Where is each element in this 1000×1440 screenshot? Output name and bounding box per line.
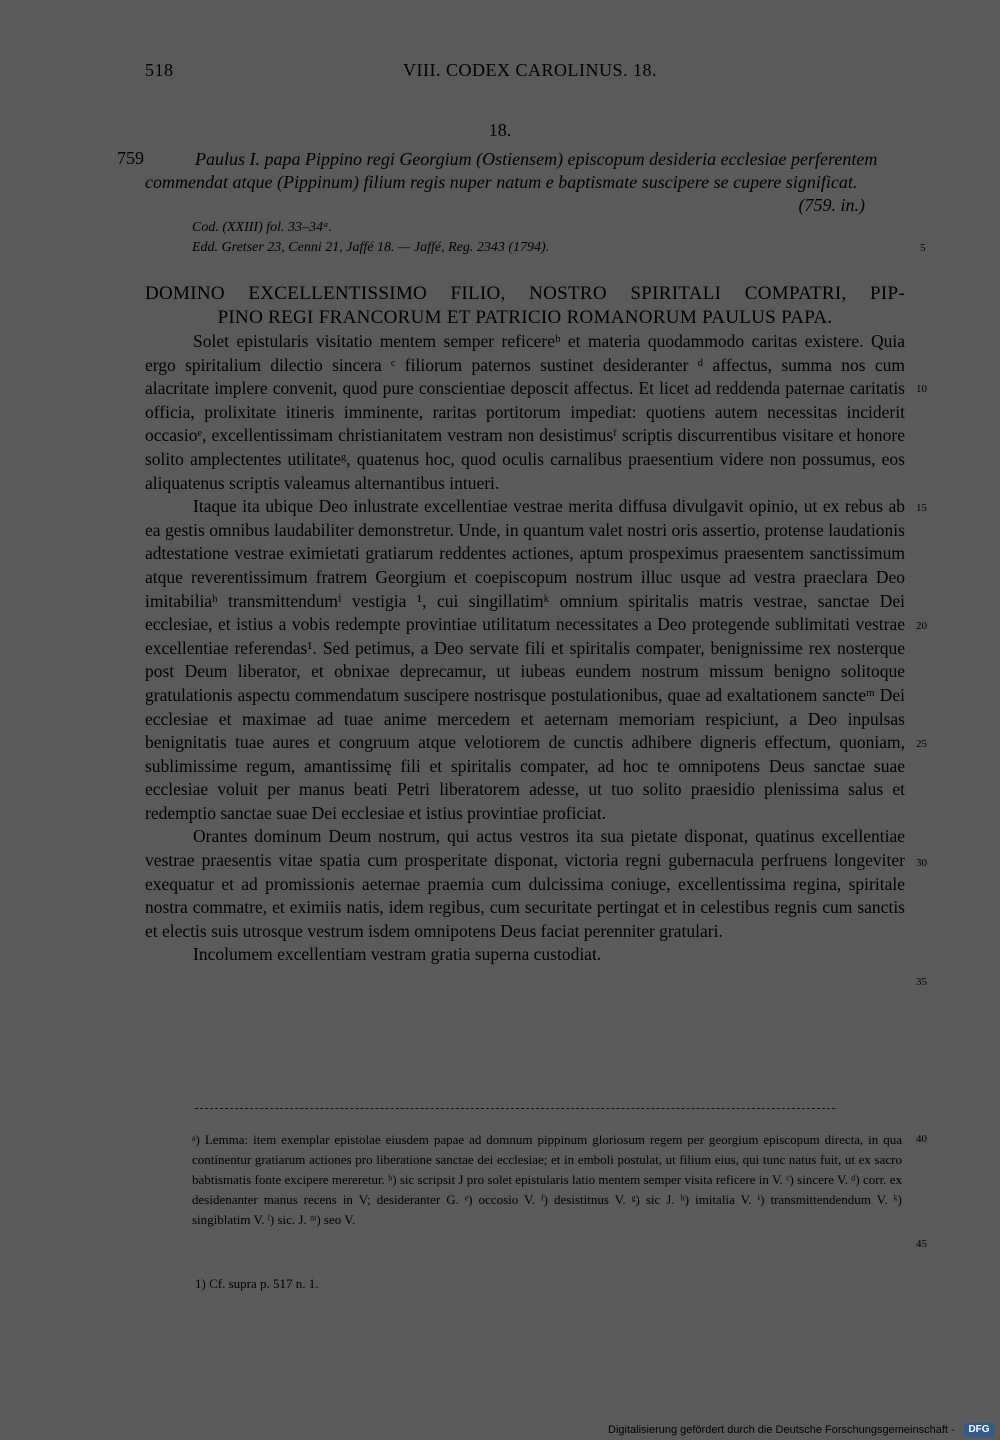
dfg-credit: Digitalisierung gefördert durch die Deutsche Forschungsgemeinschaft - — [608, 1424, 955, 1436]
line-number-5: 5 — [920, 242, 926, 254]
line-number-20: 20 — [916, 620, 927, 632]
line-number-40: 40 — [916, 1133, 927, 1145]
footnote-rule — [195, 1108, 835, 1110]
regest-date: (759. in.) — [798, 195, 865, 215]
letter-number: 18. — [488, 120, 512, 140]
line-number-35: 35 — [916, 976, 927, 988]
apparatus-text: ᵃ) Lemma: item exemplar epistolae eiusdem papae ad domnum pippinum gloriosum regem per georgium episcopum directa, in qua continentur gratiarum actiones pro liberatione sanctae dei ecclesiae; et in emboli postulat, ut filium eius, qui tunc natus fuit, ut ex sacro babtismatis fonte excipere mereretur. ᵇ) sic scripsit J pro solet epistularis latio mentem semper visita reficere in V. ᶜ) sincere V. ᵈ) corr. ex desidenanter manus recens in V; desideranter G. ᵉ) occosio V. ᶠ) desistitnus V. ᵍ) sic J. ʰ) imitalia V. ⁱ) transmittendendum V. ᵏ) singiblatim V. ˡ) sic. J. ᵐ) seo V. — [192, 1132, 902, 1227]
codex-source: Cod. (XXIII) fol. 33–34ᵃ. — [192, 220, 333, 235]
address-line-2: PINO REGI FRANCORUM ET PATRICIO ROMANORUM PAULUS PAPA. — [217, 307, 833, 328]
regest-text: Paulus I. papa Pippino regi Georgium (Ostiensem) episcopum desideria ecclesiae perferentem commendat atque (Pippinum) filium regis nuper natum e baptismate suscipere se cupere significat. — [145, 149, 878, 192]
paragraph-2: Itaque ita ubique Deo inlustrate excellentiae vestrae merita diffusa divulgavit opinio, ut ex rebus ab ea gestis omnibus laudabiliter demonstretur. Unde, in quantum valet nostri oris assertio, protense laudationis adtestatione vestrae eximietati gratiarum reddentes actiones, aptum prospeximus praesentem sanctissimum atque reverentissimum fratrem Georgium et coepiscopum nostrum illuc usque ad vestra praeclara Deo imitabiliaʰ transmittendumⁱ vestigia ¹, cui singillatimᵏ omnium spiritalis matris vestrae, sanctae Dei ecclesiae, et istius a vobis redempte provintiae utilitatum necessitates a Deo protegende sublimitati vestrae excellentiae referendas¹. Sed petimus, a Deo servate fili et spiritalis compater, benignissime rex nosterque post Deum liberator, et obnixae deprecamur, ut iubeas eundem nostrum missum benigno solitoque gratulationis aspectu commendatum suscipere nostrisque postulationibus, quae ad exaltationem sancteᵐ Dei ecclesiae et maximae ad tuae anime mercedem et aeternam memoriam respiciunt, a Deo inpulsas benignitatis tuae aures et congruum atque velotiorem de cunctis adhibere digneris effectum, quoniam, sublimissime regum, amantissimę fili et spiritalis compater, ad hoc te omnipotens Deus sanctae suae ecclesiae voluit per manus beati Petri liberatorem adesse, ut tuo solito praesidio plenissima salus et redemptio sanctae suae Dei ecclesiae et istius provintiae proficiat. — [145, 496, 905, 823]
address-line-1: DOMINO EXCELLENTISSIMO FILIO, NOSTRO SPIRITALI COMPATRI, PIP- — [145, 283, 905, 304]
dfg-logo: DFG — [964, 1423, 994, 1437]
line-number-10: 10 — [916, 383, 927, 395]
letter-body — [145, 330, 905, 967]
critical-apparatus — [192, 1130, 902, 1230]
line-number-45: 45 — [916, 1238, 927, 1250]
editions-source: Edd. Gretser 23, Cenni 21, Jaffé 18. — Jaffé, Reg. 2343 (1794). — [192, 240, 550, 255]
letter-address — [145, 282, 905, 330]
year-marker: 759 — [117, 148, 144, 168]
line-number-30: 30 — [916, 857, 927, 869]
paragraph-4: Incolumem excellentiam vestram gratia superna custodiat. — [193, 944, 602, 965]
paragraph-3: Orantes dominum Deum nostrum, qui actus vestros ita sua pietate disponat, quatinus excellentiae vestrae praesentis vitae spatia cum prosperitate disponat, victoria regni gubernacula perfruens longeviter exequatur et ad promissionis aeternae praemia cum dulcissima coniuge, excellentissima regina, spiritale nostra commatre, et eximiis natis, idem regibus, cum securitate pertingat et in celestibus regnis cum sanctis et electis suis utrosque vestrum isdem omnipotens Deus faciat perenniter gratulari. — [145, 826, 905, 941]
page-number: 518 — [145, 60, 174, 80]
running-title: VIII. CODEX CAROLINUS. 18. — [403, 60, 657, 80]
line-number-15: 15 — [916, 502, 927, 514]
line-number-25: 25 — [916, 738, 927, 750]
regest — [145, 148, 905, 217]
paragraph-1: Solet epistularis visitatio mentem semper reficereᵇ et materia quodammodo caritas existere. Quia ergo spiritalium dilectio sincera ᶜ filiorum paternos sustinet desideranter ᵈ affectus, summa nos cum alacritate implere convenit, quod pure conscientiae deposcit affectus. Et licet ad reddenda paternae caritatis officia, prolixitate itineris imminente, raritas portitorum impediat: quotiens autem necessitas inciderit occasioᵉ, excellentissimam christianitatem vestram non desistimusᶠ scriptis discurrentibus visitare et honore solito amplectentes utilitateᵍ, quatenus hoc, quod oculis carnalibus praesentium videre non possumus, eos aliquatenus scriptis valeamus alternantibus intueri. — [145, 331, 905, 493]
footnote-1: 1) Cf. supra p. 517 n. 1. — [195, 1276, 319, 1291]
